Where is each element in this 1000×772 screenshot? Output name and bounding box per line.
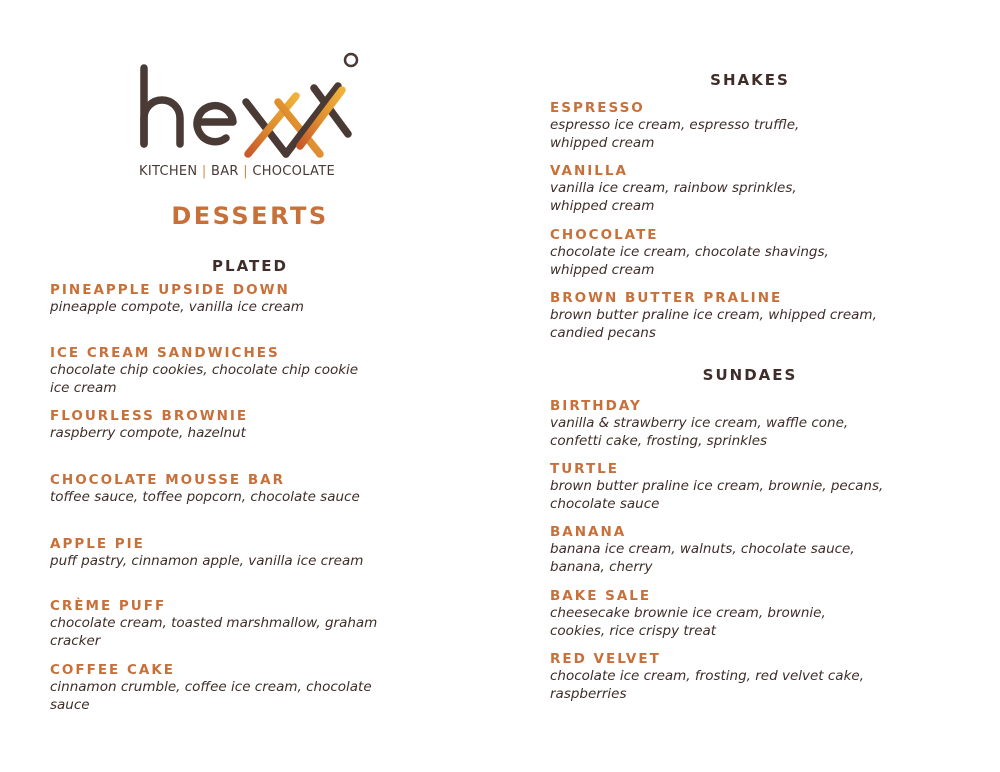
tagline-separator: | xyxy=(201,164,207,179)
menu-item xyxy=(550,289,895,342)
item-name: COFFEE CAKE xyxy=(50,662,176,678)
menu-item xyxy=(50,535,410,571)
menu-item xyxy=(550,523,865,576)
item-name: BANANA xyxy=(550,524,627,540)
menu-item xyxy=(50,471,410,507)
item-description: chocolate ice cream, chocolate shavings, whipped cream xyxy=(550,244,829,278)
item-name: ICE CREAM SANDWICHES xyxy=(50,345,280,361)
item-description: vanilla & strawberry ice cream, waffle cone, confetti cake, frosting, sprinkles xyxy=(550,415,849,449)
tagline-kitchen: KITCHEN xyxy=(139,164,198,179)
section-title-plated: PLATED xyxy=(212,257,288,275)
menu-title: DESSERTS xyxy=(171,202,329,230)
menu-item xyxy=(50,661,380,714)
menu-item xyxy=(550,460,895,513)
item-description: chocolate chip cookies, chocolate chip cookie ice cream xyxy=(50,362,359,396)
item-description: brown butter praline ice cream, whipped cream, candied pecans xyxy=(550,307,877,341)
item-description: espresso ice cream, espresso truffle, whipped cream xyxy=(550,117,800,151)
hexx-logo-icon xyxy=(138,50,360,162)
item-name: TURTLE xyxy=(550,461,619,477)
menu-item xyxy=(50,344,380,397)
item-name: APPLE PIE xyxy=(50,536,145,552)
item-description: raspberry compote, hazelnut xyxy=(50,425,246,441)
menu-item xyxy=(50,597,390,650)
item-name: FLOURLESS BROWNIE xyxy=(50,408,249,424)
item-description: brown butter praline ice cream, brownie, pecans, chocolate sauce xyxy=(550,478,884,512)
item-name: ESPRESSO xyxy=(550,100,645,116)
item-description: chocolate cream, toasted marshmallow, graham cracker xyxy=(50,615,378,649)
section-title-sundaes: SUNDAES xyxy=(702,366,798,384)
item-name: VANILLA xyxy=(550,163,628,179)
item-name: CRÈME PUFF xyxy=(50,598,167,614)
tagline-separator: | xyxy=(243,164,248,179)
menu-item xyxy=(550,99,820,152)
item-name: PINEAPPLE UPSIDE DOWN xyxy=(50,282,290,298)
item-description: pineapple compote, vanilla ice cream xyxy=(50,299,304,315)
item-name: RED VELVET xyxy=(550,651,661,667)
menu-item xyxy=(550,397,860,450)
menu-item xyxy=(50,407,410,443)
tagline-chocolate: CHOCOLATE xyxy=(252,164,335,179)
menu-item xyxy=(550,162,825,215)
section-title-shakes: SHAKES xyxy=(710,71,790,89)
item-name: BIRTHDAY xyxy=(550,398,642,414)
item-description: puff pastry, cinnamon apple, vanilla ice cream xyxy=(50,553,364,569)
item-description: cinnamon crumble, coffee ice cream, chocolate sauce xyxy=(50,679,372,713)
menu-item xyxy=(550,650,875,703)
tagline-bar: BAR xyxy=(211,164,239,179)
item-name: BAKE SALE xyxy=(550,588,652,604)
item-name: BROWN BUTTER PRALINE xyxy=(550,290,783,306)
menu-item xyxy=(50,281,410,317)
logo-tagline xyxy=(139,164,359,179)
menu-item xyxy=(550,226,850,279)
hexx-logo xyxy=(138,50,360,182)
item-name: CHOCOLATE xyxy=(550,227,659,243)
item-description: toffee sauce, toffee popcorn, chocolate sauce xyxy=(50,489,360,505)
item-description: cheesecake brownie ice cream, brownie, cookies, rice crispy treat xyxy=(550,605,826,639)
item-description: banana ice cream, walnuts, chocolate sauce, banana, cherry xyxy=(550,541,855,575)
item-description: vanilla ice cream, rainbow sprinkles, whipped cream xyxy=(550,180,797,214)
menu-item xyxy=(550,587,840,640)
item-description: chocolate ice cream, frosting, red velvet cake, raspberries xyxy=(550,668,864,702)
item-name: CHOCOLATE MOUSSE BAR xyxy=(50,472,285,488)
